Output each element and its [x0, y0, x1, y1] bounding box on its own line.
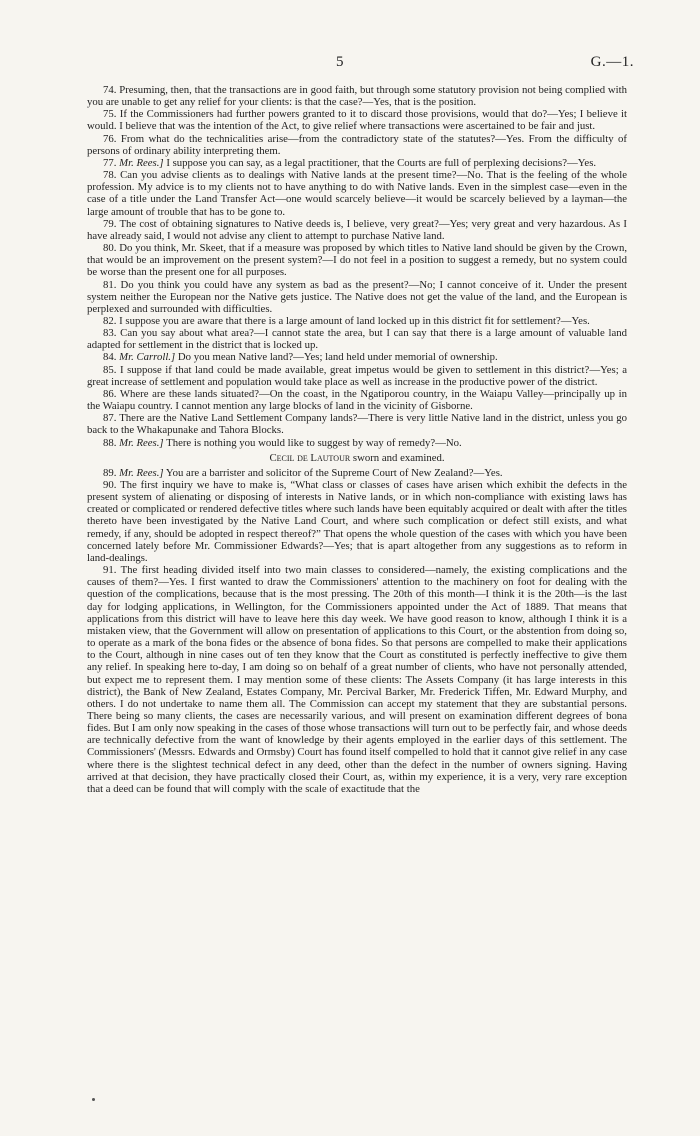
question-number: 80. [103, 242, 117, 255]
question-paragraph [87, 169, 627, 218]
question-paragraph [87, 351, 627, 363]
witness-name: Cecil de Lautour [269, 451, 351, 464]
question-number: 85. [103, 363, 117, 376]
witness-heading [87, 452, 627, 464]
question-number: 86. [103, 387, 117, 400]
testimony-block-1 [87, 84, 627, 449]
question-number: 74. [103, 84, 117, 96]
question-text: Can you say about what area?—I cannot state the area, but I can say that there is a large amount of valuable land adapted for settlement in the district that is locked up. [87, 327, 627, 352]
question-text: From what do the technicalities arise—from the contradictory state of the statutes?—Yes. From the difficulty of persons of ordinary ability interpreting them. [87, 132, 628, 157]
question-text: Do you think, Mr. Skeet, that if a measure was proposed by which titles to Native land should be given by the Crown, that would be an improvement on the present system?—I do not feel in a position to suggest a remedy, but no system could be worse than the present one for all purposes. [87, 242, 628, 279]
question-text: I suppose you can say, as a legal practitioner, that the Courts are full of perplexing decisions?—Yes. [166, 156, 597, 169]
question-number: 84. [103, 351, 117, 364]
question-text: There is nothing you would like to suggest by way of remedy?—No. [166, 436, 462, 449]
question-text: Where are these lands situated?—On the coast, in the Ngatiporou country, in the Waiapu Valley—principally up in the Waiapu country. I cannot mention any large blocks of land in the vicinity of Gisborne. [87, 387, 627, 413]
question-paragraph [87, 315, 627, 327]
question-number: 75. [103, 108, 117, 121]
question-text: If the Commissioners had further powers granted to it to discard those provisions, would that do?—Yes; I believe it would. I believe that was the intention of the Act, to give relief where transactions were ascertained to be fair and just. [87, 108, 627, 133]
witness-heading-suffix: sworn and examined. [352, 451, 445, 464]
question-paragraph [87, 279, 627, 315]
question-number: 88. [103, 436, 117, 449]
question-paragraph [87, 108, 627, 132]
speaker-label: Mr. Carroll.] [119, 351, 176, 364]
question-text: There are the Native Land Settlement Company lands?—There is very little Native land in the district, unless you go back to the Whakapunake and Tahora Blocks. [87, 412, 627, 437]
question-text: I suppose you are aware that there is a large amount of land locked up in this district fit for settlement?—Yes. [119, 314, 590, 327]
question-text: Can you advise clients as to dealings with Native lands at the present time?—No. That is the feeling of the whole profession. My advice is to my clients not to have anything to do with Native lands. Even in the simplest case—even in the case of a title under the Land Transfer Act—one would scarcely believe—it would be scarcely believed by a layman—the large amount of trouble that has to be gone to. [87, 169, 628, 218]
question-paragraph [87, 467, 627, 479]
question-paragraph [87, 84, 627, 108]
question-number: 77. [103, 156, 117, 169]
question-paragraph [87, 388, 627, 412]
question-paragraph [87, 564, 627, 795]
question-text: Do you mean Native land?—Yes; land held under memorial of ownership. [177, 351, 498, 364]
question-text: The first inquiry we have to make is, “What class or classes of cases have arisen which exhibit the defects in the present system of alienating or disposing of interests in Native lands, or in which non-compliance with existing laws has created or complicated or rendered defective titles where such lands have been equitably acquired or dealt with after the titles thereto have been investigated by the Native Land Court, and where such complication or defect still exists, and what remedy, if any, should be adopted in respect thereof?” That opens the whole question of the cases with which you have been concerned lately before Mr. Commissioner Edwards?—Yes; that is apart altogether from any suggestions as to reform in land-dealings. [87, 479, 628, 564]
question-number: 91. [103, 564, 117, 577]
question-paragraph [87, 157, 627, 169]
question-text: I suppose if that land could be made available, great impetus would be given to settlement in this district?—Yes; a great increase of settlement and population would take place as well as increase in the productive power of the district. [87, 363, 627, 388]
page-number: 5 [336, 54, 344, 70]
document-code: G.—1. [590, 54, 634, 70]
question-text: You are a barrister and solicitor of the Supreme Court of New Zealand?—Yes. [165, 466, 503, 479]
question-paragraph [87, 218, 627, 242]
testimony-block-2 [87, 467, 627, 795]
question-text: Do you think you could have any system as bad as the present?—No; I cannot conceive of it. Under the present system neither the European nor the Native gets justice. The Native does not get the value of the land, and the European is perplexed and surrounded with difficulties. [87, 278, 628, 315]
question-paragraph [87, 412, 627, 436]
question-number: 87. [103, 412, 117, 425]
page-mark [92, 1098, 95, 1101]
question-paragraph [87, 437, 627, 449]
speaker-label: Mr. Rees.] [119, 156, 164, 169]
question-number: 82. [103, 314, 117, 327]
question-number: 78. [103, 169, 117, 182]
question-paragraph [87, 479, 627, 564]
question-number: 76. [103, 132, 117, 145]
question-number: 89. [103, 466, 117, 479]
speaker-label: Mr. Rees.] [119, 436, 164, 449]
speaker-label: Mr. Rees.] [119, 466, 164, 479]
question-paragraph [87, 242, 627, 278]
question-paragraph [87, 133, 627, 157]
document-body [87, 84, 627, 795]
question-number: 90. [103, 479, 117, 491]
question-text: The first heading divided itself into two main classes to considered—namely, the existing complications and the causes of them?—Yes. I first wanted to draw the Commissioners' attention to the machinery on foot for dealing with the question of the complications, because that is the most pressing. The 20th of this month—I think it is the 20th—is the last day for lodging applications, in Wellington, for the Commissioners appointed under the Act of 1889. That means that applications from this district will have to leave here this day week. We have good reason to know, although I think it is a mistaken view, that the Government will allow on presentation of applications to this Court, or the abstention from doing so, to operate as a mark of the bona fides or the absence of bona fides. So that persons are compelled to make their applications to the Court, although in nine cases out of ten they know that the Court as constituted is perfectly ineffective to give them any relief. In speaking here to-day, I am doing so on behalf of a great number of clients, who have not personally attended, but expect me to represent them. I may mention some of these clients: The Assets Company (it has large interests in this district), the Bank of New Zealand, Estates Company, Mr. Percival Barker, Mr. Frederick Tiffen, Mr. Edward Murphy, and others. I do not undertake to name them all. The Commission can accept my statement that they are substantial persons. There being so many clients, the cases are necessarily various, and will present on examination different degrees of bona fides. But I am only now speaking in the cases of those whose transactions will turn out to be perfectly fair, and whose deeds are technically defective from the want of knowledge by their agents employed in the earlier days of this settlement. The Commissioners' (Messrs. Edwards and Ormsby) Court has found itself compelled to hold that it cannot give relief in any case where there is the slightest technical defect in any deed, other than the defect in the number of owners signing. Having arrived at that decision, they have practically closed their Court, as, within my experience, it is a very, very rare exception that a deed can be found that will comply with the scale of exactitude that the [87, 564, 627, 795]
question-number: 79. [103, 217, 117, 230]
question-paragraph [87, 364, 627, 388]
question-text: The cost of obtaining signatures to Native deeds is, I believe, very great?—Yes; very great and very hazardous. As I have already said, I would not advise any client to attempt to purchase Native land. [87, 217, 627, 242]
question-number: 81. [103, 278, 117, 291]
question-text: Presuming, then, that the transactions are in good faith, but through some statutory provision not being complied with you are unable to get any relief for your clients: is that the case?—Yes, that is the position. [87, 84, 627, 109]
question-number: 83. [103, 327, 117, 340]
question-paragraph [87, 327, 627, 351]
